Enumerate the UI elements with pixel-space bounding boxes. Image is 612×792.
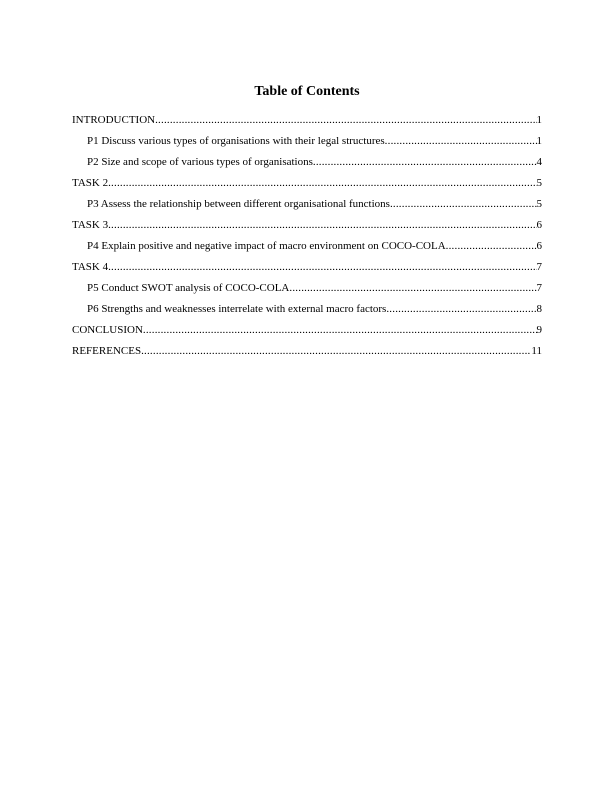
toc-page-number: 5 — [536, 198, 542, 210]
toc-page-number: 5 — [536, 177, 542, 189]
toc-entry-text: P1 Discuss various types of organisations with their legal structures — [87, 135, 385, 147]
toc-entry-task-2[interactable] — [72, 176, 542, 197]
toc-dot-leader — [313, 155, 537, 169]
toc-entry-conclusion[interactable] — [72, 323, 542, 344]
toc-entry-task-4[interactable] — [72, 260, 542, 281]
toc-entry-p2[interactable] — [72, 155, 542, 176]
toc-list — [72, 113, 542, 365]
toc-dot-leader — [446, 239, 537, 253]
toc-title: Table of Contents — [254, 84, 360, 99]
toc-page-number: 7 — [536, 261, 542, 273]
toc-entry-p6[interactable] — [72, 302, 542, 323]
toc-dot-leader — [386, 302, 536, 316]
toc-entry-p1[interactable] — [72, 134, 542, 155]
toc-entry-task-3[interactable] — [72, 218, 542, 239]
toc-entry-text: CONCLUSION — [72, 324, 143, 336]
toc-entry-p4[interactable] — [72, 239, 542, 260]
toc-dot-leader — [108, 260, 536, 274]
toc-entry-p3[interactable] — [72, 197, 542, 218]
toc-entry-text: P2 Size and scope of various types of organisations — [87, 156, 313, 168]
toc-entry-introduction[interactable] — [72, 113, 542, 134]
toc-entry-references[interactable] — [72, 344, 542, 365]
toc-page-number: 4 — [536, 156, 542, 168]
toc-entry-text: TASK 2 — [72, 177, 109, 189]
toc-page-number: 7 — [536, 282, 542, 294]
toc-page-number: 11 — [531, 345, 542, 357]
toc-page-number: 9 — [536, 324, 542, 336]
toc-dot-leader — [141, 344, 531, 358]
toc-entry-text: P5 Conduct SWOT analysis of COCO-COLA — [87, 282, 290, 294]
toc-dot-leader — [108, 176, 536, 190]
toc-dot-leader — [155, 113, 536, 127]
toc-entry-text: P3 Assess the relationship between different organisational functions — [87, 198, 390, 210]
toc-dot-leader — [289, 281, 536, 295]
toc-entry-text: INTRODUCTION — [72, 114, 156, 126]
toc-page-number: 6 — [536, 219, 542, 231]
toc-dot-leader — [143, 323, 537, 337]
toc-entry-text: REFERENCES — [72, 345, 142, 357]
toc-entry-text: TASK 3 — [72, 219, 109, 231]
toc-page-number: 8 — [536, 303, 542, 315]
toc-entry-text: TASK 4 — [72, 261, 109, 273]
toc-entry-text: P4 Explain positive and negative impact of macro environment on COCO-COLA — [87, 240, 446, 252]
toc-entry-text: P6 Strengths and weaknesses interrelate with external macro factors — [87, 303, 387, 315]
toc-dot-leader — [108, 218, 536, 232]
toc-dot-leader — [390, 197, 537, 211]
toc-entry-p5[interactable] — [72, 281, 542, 302]
toc-dot-leader — [385, 134, 537, 148]
toc-page-number: 6 — [536, 240, 542, 252]
toc-page-number: 1 — [536, 135, 542, 147]
toc-page-number: 1 — [536, 114, 542, 126]
